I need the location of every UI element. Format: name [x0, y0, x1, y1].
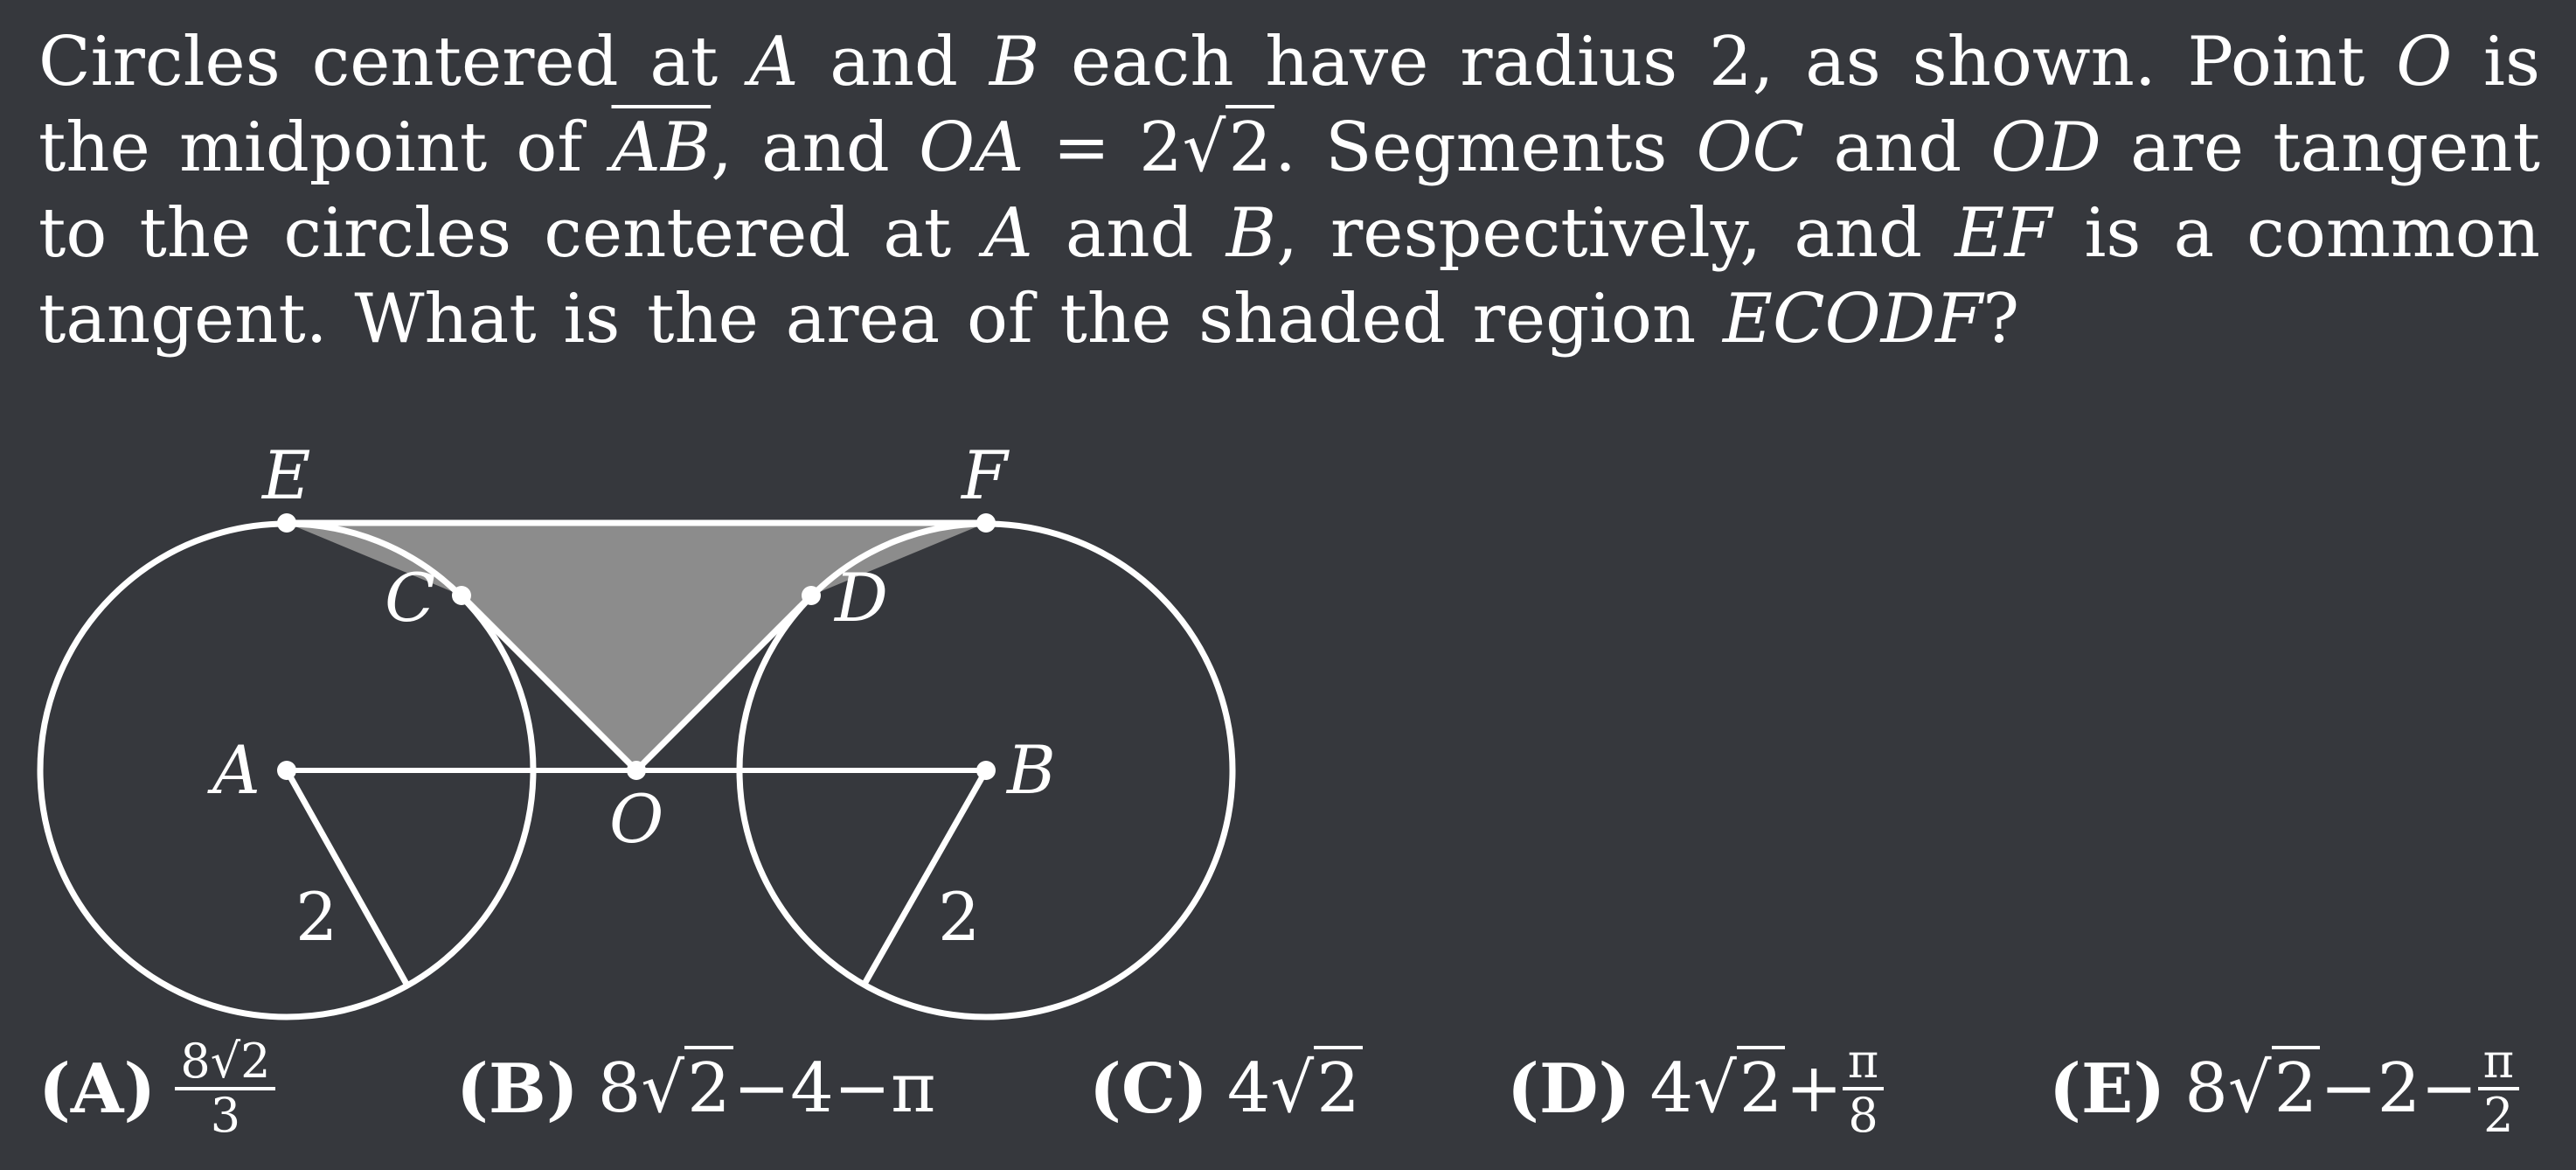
choice-expression	[2184, 1036, 2519, 1141]
radicand: 2	[1226, 105, 1274, 187]
denominator: 2	[2483, 1088, 2514, 1143]
radicand: 2	[1314, 1046, 1363, 1128]
point-a	[277, 761, 296, 780]
fraction	[2478, 1036, 2520, 1141]
choice-expression	[598, 1049, 936, 1128]
point-e	[277, 513, 296, 533]
numerator: π	[1843, 1036, 1885, 1090]
problem-text: is a common tangent. What is the area of the shaded region	[38, 194, 2541, 359]
problem-text: are tangent to the circles centered at	[38, 108, 2540, 273]
math-symbol: B	[989, 23, 1040, 101]
answer-choices	[38, 1032, 2540, 1146]
label-radius-b: 2	[938, 878, 981, 956]
math-symbol: O	[2396, 23, 2453, 101]
point-c	[452, 586, 471, 605]
choice-letter: (A)	[38, 1048, 156, 1129]
math-symbol: A	[749, 23, 799, 101]
problem-text: Circles centered at	[38, 23, 750, 101]
choice-expression	[1227, 1049, 1363, 1128]
radicand: 2	[1737, 1046, 1786, 1128]
choice-letter: (B)	[456, 1048, 579, 1129]
choice-expression	[175, 1036, 275, 1141]
math-symbol: ECODF	[1723, 280, 1983, 359]
problem-text: , respectively, and	[1276, 194, 1955, 273]
expression-text: 4	[1226, 1049, 1271, 1128]
expression-text: −4−π	[733, 1049, 936, 1128]
label-f: F	[962, 436, 1008, 514]
answer-choice-e[interactable]	[2049, 1032, 2519, 1146]
problem-text: ?	[1982, 280, 2020, 359]
radicand: 2	[684, 1046, 733, 1128]
expression-text: 8	[597, 1049, 642, 1128]
sqrt-expression: √2	[641, 1049, 733, 1128]
math-symbol: EF	[1955, 194, 2052, 273]
denominator: 8	[1848, 1088, 1878, 1143]
numerator: π	[2478, 1036, 2520, 1090]
problem-text: . Segments	[1274, 108, 1697, 187]
answer-choice-d[interactable]	[1507, 1032, 1884, 1146]
math-symbol: B	[1226, 194, 1277, 273]
answer-choice-b[interactable]	[456, 1032, 935, 1146]
point-f	[976, 513, 996, 533]
math-symbol: $\overline{AB}$	[611, 108, 712, 187]
expression-text: 8	[2184, 1049, 2228, 1128]
problem-text: and	[1804, 108, 1991, 187]
label-b: B	[1007, 731, 1056, 809]
math-symbol: OC	[1696, 108, 1805, 187]
problem-text: is the midpoint of	[38, 23, 2540, 187]
math-symbol: A	[983, 194, 1033, 273]
problem-text: each have radius 2, as shown. Point	[1039, 23, 2397, 101]
expression-text: +	[1785, 1049, 1843, 1128]
label-radius-a: 2	[295, 878, 338, 956]
choice-expression	[1649, 1036, 1884, 1141]
choice-letter: (D)	[1507, 1048, 1631, 1129]
point-b	[976, 761, 996, 780]
choice-letter: (E)	[2049, 1048, 2166, 1129]
denominator: 3	[210, 1088, 241, 1143]
label-e: E	[262, 436, 311, 514]
answer-choice-a[interactable]	[38, 1032, 275, 1146]
expression-text: 4	[1649, 1049, 1694, 1128]
fraction	[175, 1036, 275, 1141]
math-symbol: OD	[1990, 108, 2101, 187]
expression-text: −2−	[2320, 1049, 2478, 1128]
math-symbol: OA	[919, 108, 1024, 187]
radicand: 2	[2272, 1046, 2321, 1128]
problem-text: and	[1032, 194, 1226, 273]
label-o: O	[609, 780, 664, 858]
fraction	[1843, 1036, 1885, 1141]
numerator: 8√2	[175, 1036, 275, 1090]
choice-letter: (C)	[1089, 1048, 1208, 1129]
problem-text: and	[798, 23, 989, 101]
label-a: A	[212, 731, 260, 809]
sqrt-expression: √2	[1693, 1049, 1785, 1128]
sqrt-expression: √2	[2228, 1049, 2320, 1128]
point-d	[802, 586, 821, 605]
point-o	[627, 761, 646, 780]
answer-choice-c[interactable]	[1089, 1032, 1363, 1146]
sqrt-expression: √2	[1271, 1049, 1363, 1128]
problem-text: , and	[711, 108, 920, 187]
sqrt-expression: √2	[1183, 105, 1274, 187]
problem-text: = 2	[1024, 108, 1183, 187]
label-d: D	[835, 559, 888, 637]
label-c: C	[385, 559, 436, 637]
